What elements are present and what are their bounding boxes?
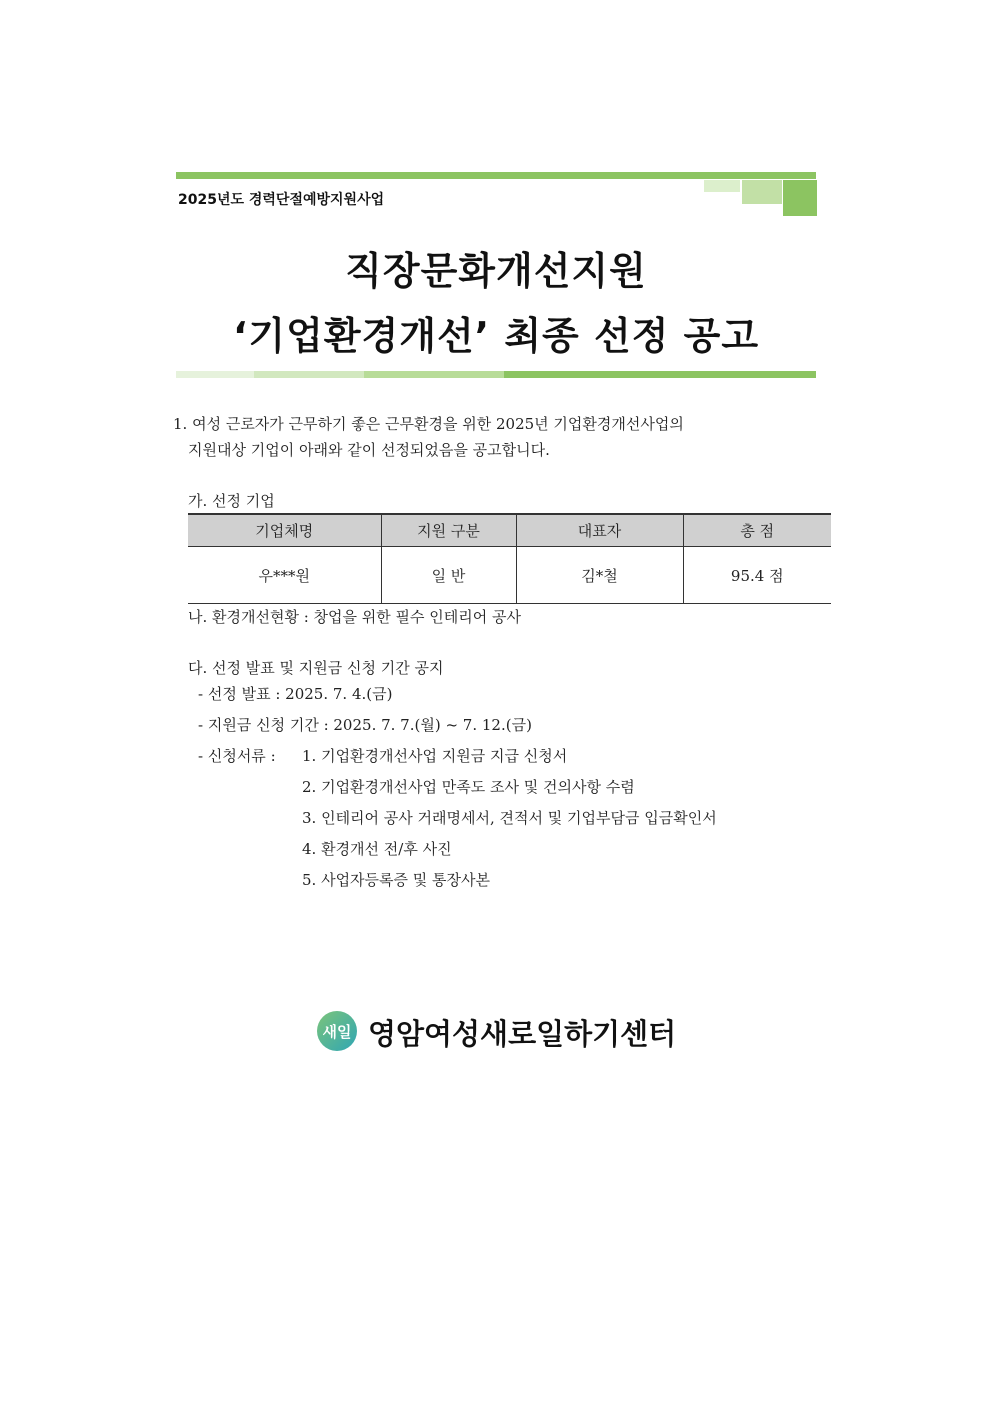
program-label: 2025년도 경력단절예방지원사업 — [178, 192, 385, 208]
section-na-text: 나. 환경개선현황 : 창업을 위한 필수 인테리어 공사 — [188, 608, 522, 626]
documents-label: - 신청서류 : — [198, 747, 276, 765]
announce-date: - 선정 발표 : 2025. 7. 4.(금) — [198, 685, 393, 703]
document-item: 3. 인테리어 공사 거래명세서, 견적서 및 기업부담금 입금확인서 — [302, 809, 717, 827]
intro-line-1: 1. 여성 근로자가 근무하기 좋은 근무환경을 위한 2025년 기업환경개선사업의 — [173, 415, 684, 433]
table-header-cell: 기업체명 — [188, 514, 381, 547]
total-score-cell: 95.4 점 — [683, 547, 831, 604]
page-title-line1: 직장문화개선지원 — [345, 249, 647, 293]
saeil-logo-icon — [316, 1010, 358, 1052]
document-item: 1. 기업환경개선사업 지원금 지급 신청서 — [302, 747, 568, 765]
document-item: 5. 사업자등록증 및 통장사본 — [302, 871, 491, 889]
page-title-line2: ‘기업환경개선’ 최종 선정 공고 — [232, 314, 760, 358]
document-item: 2. 기업환경개선사업 만족도 조사 및 건의사항 수렴 — [302, 778, 635, 796]
document-item: 4. 환경개선 전/후 사진 — [302, 840, 452, 858]
header-deco-block — [742, 180, 782, 204]
table-header-cell: 지원 구분 — [381, 514, 516, 547]
support-type-cell: 일 반 — [381, 547, 516, 604]
company-name-cell: 우***원 — [188, 547, 381, 604]
table-row — [188, 547, 831, 604]
header-deco-block — [704, 180, 740, 192]
organization-name: 영암여성새로일하기센터 — [368, 1017, 677, 1051]
intro-line-2: 지원대상 기업이 아래와 같이 선정되었음을 공고합니다. — [188, 441, 550, 459]
application-period: - 지원금 신청 기간 : 2025. 7. 7.(월) ~ 7. 12.(금) — [198, 716, 532, 734]
table-header-row — [188, 514, 831, 547]
logo-text: 새일 — [322, 1023, 352, 1041]
table-header-cell: 대표자 — [516, 514, 683, 547]
header-bottom-bar — [176, 371, 816, 378]
header-top-bar — [176, 172, 816, 179]
selection-table — [188, 513, 831, 604]
representative-cell: 김*철 — [516, 547, 683, 604]
section-ga-heading: 가. 선정 기업 — [188, 492, 275, 510]
header-deco-block — [783, 180, 817, 216]
section-da-heading: 다. 선정 발표 및 지원금 신청 기간 공지 — [188, 659, 444, 677]
table-header-cell: 총 점 — [683, 514, 831, 547]
